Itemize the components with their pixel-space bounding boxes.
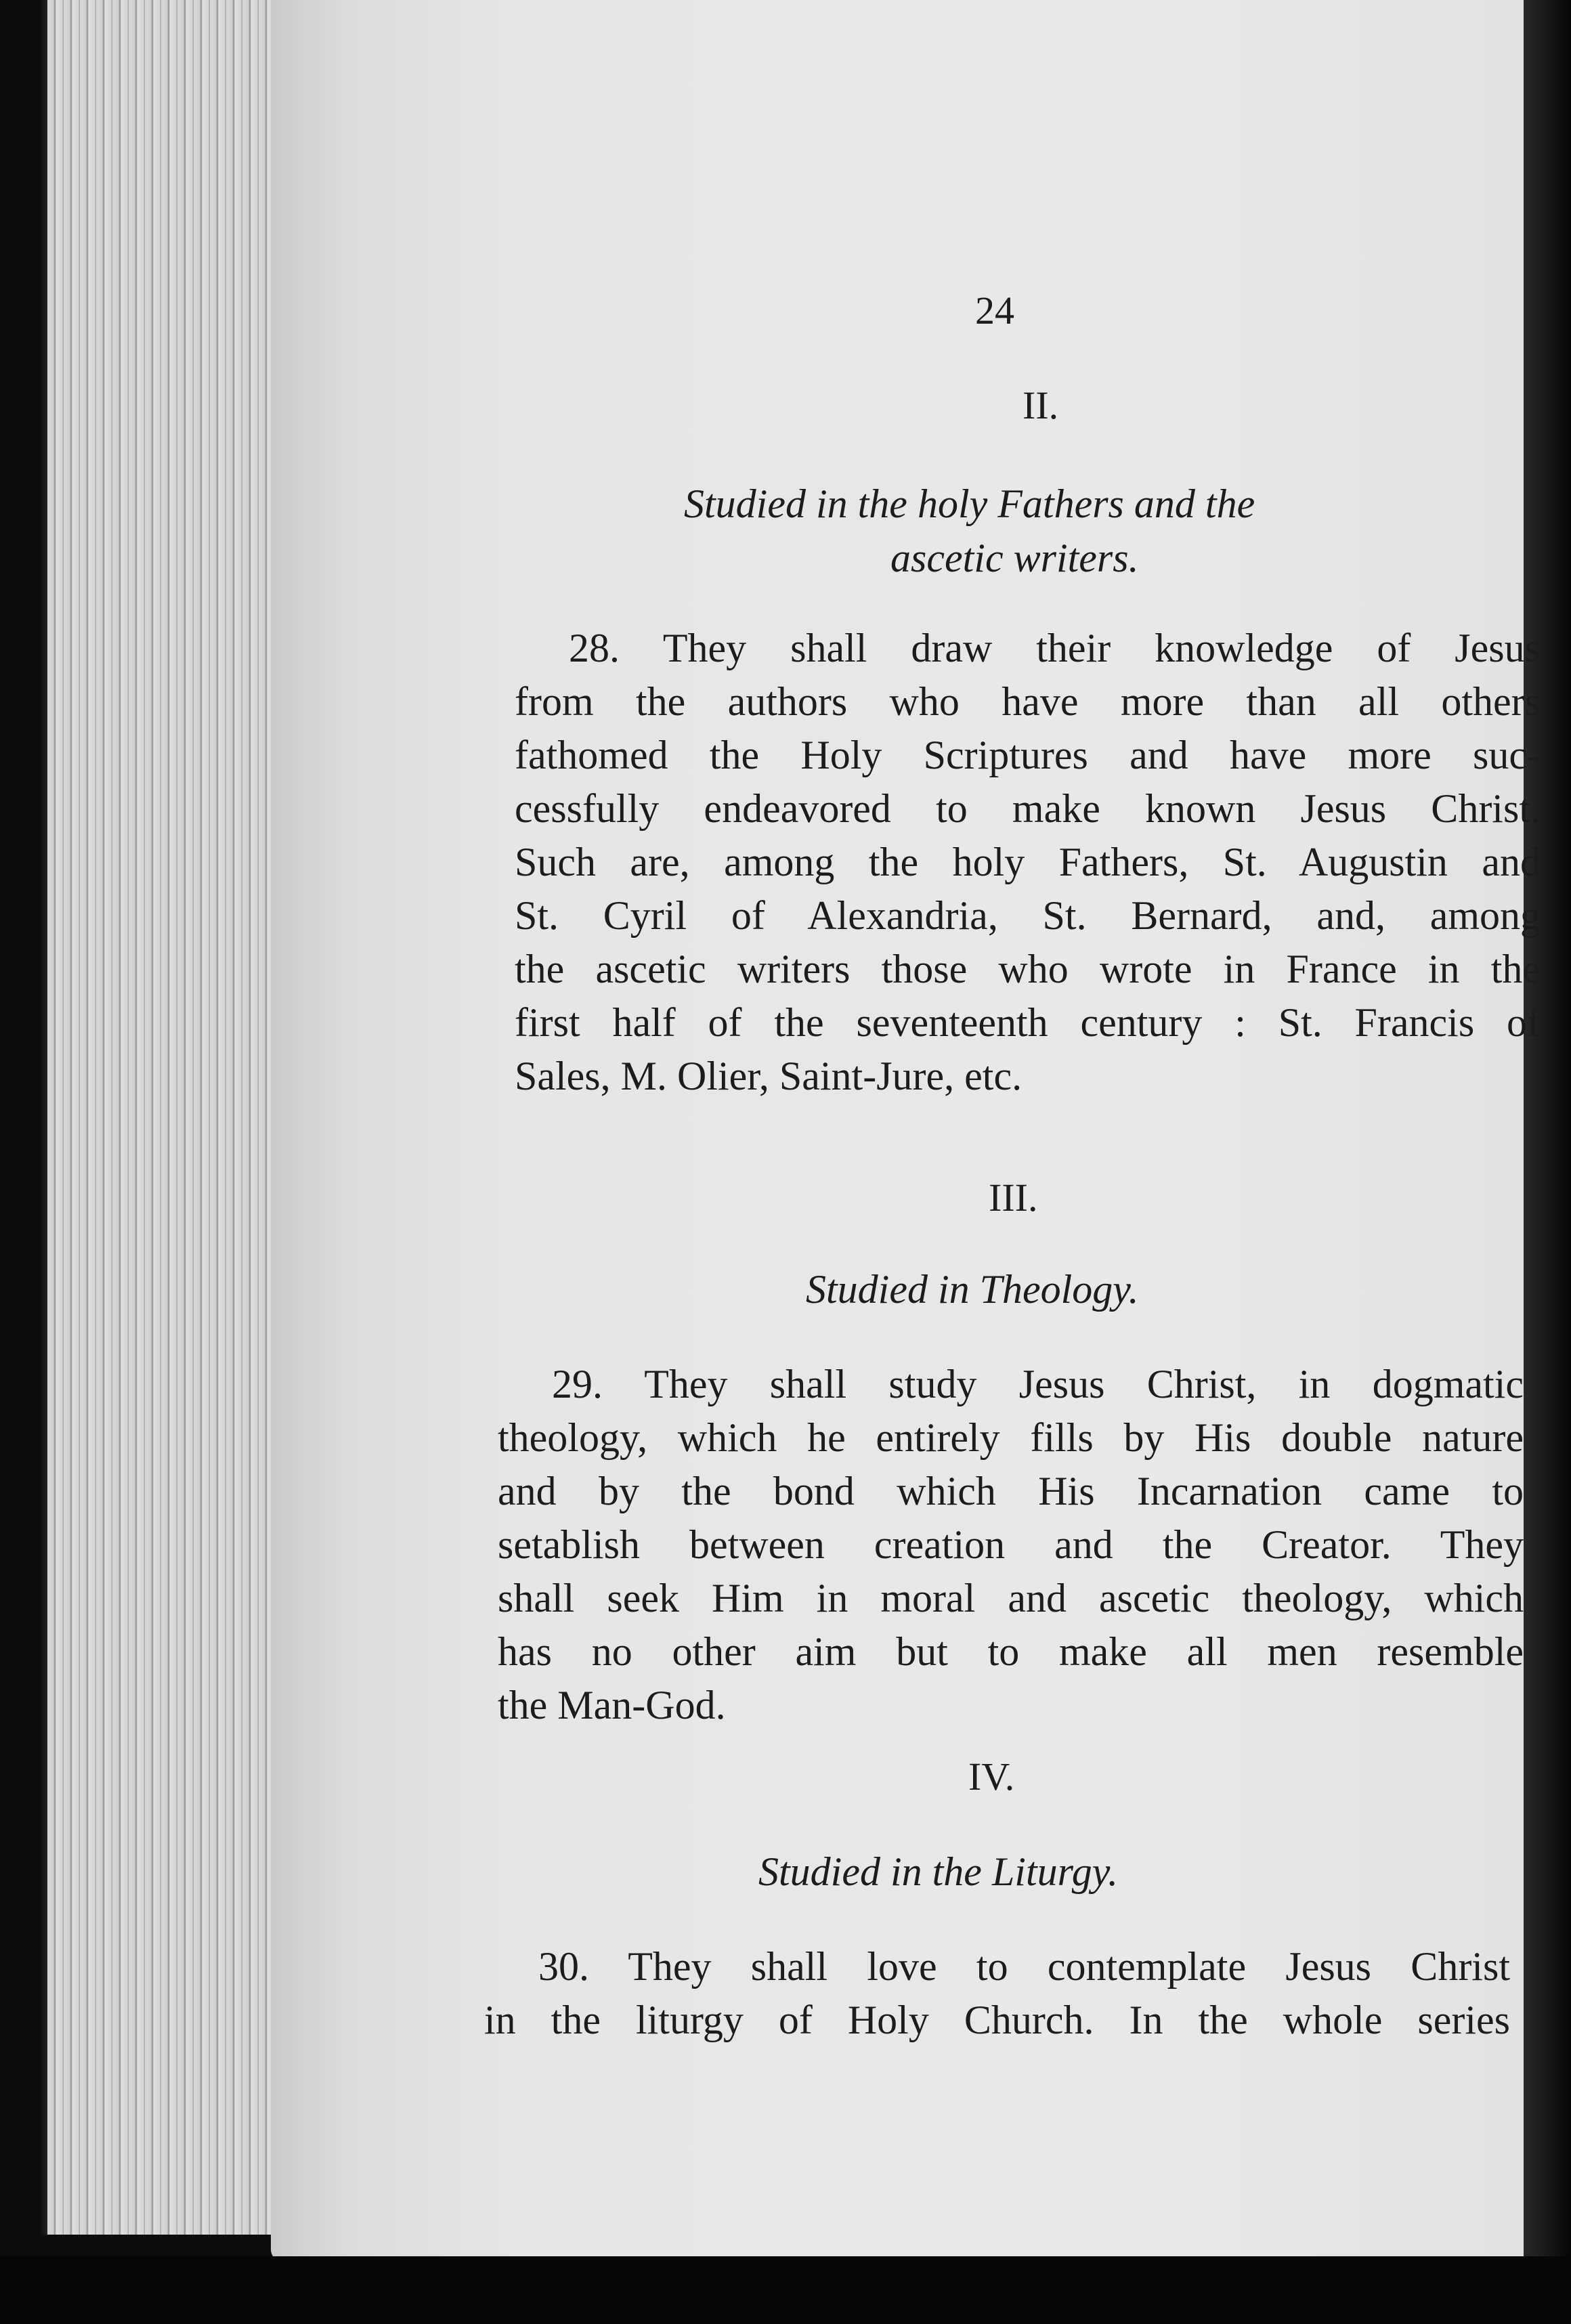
section-numeral-iv: IV. xyxy=(968,1755,1015,1799)
paragraph-line: first half of the seventeenth century : St. Francis of xyxy=(515,1000,1541,1045)
paragraph-line: from the authors who have more than all others xyxy=(515,679,1541,724)
paragraph-30 xyxy=(484,1940,1510,2047)
paragraph-line: 28. They shall draw their knowledge of Jesus xyxy=(569,626,1541,670)
paragraph-line: Sales, M. Olier, Saint-Jure, etc. xyxy=(515,1054,1023,1098)
section-heading-iv: Studied in the Liturgy. xyxy=(758,1849,1119,1894)
section-numeral-ii: II. xyxy=(1023,383,1059,427)
paragraph-line: has no other aim but to make all men resemble xyxy=(498,1629,1524,1674)
paragraph-line: 29. They shall study Jesus Christ, in dogmatic xyxy=(552,1362,1524,1406)
paragraph-28 xyxy=(515,622,1541,1103)
paragraph-line: cessfully endeavored to make known Jesus Christ. xyxy=(515,786,1541,831)
paragraph-29 xyxy=(498,1358,1524,1732)
bottom-background xyxy=(0,2256,1571,2324)
stacked-page-edges xyxy=(47,0,293,2235)
right-margin-shadow xyxy=(1524,0,1571,2324)
section-numeral-iii: III. xyxy=(989,1176,1038,1220)
paragraph-line: St. Cyril of Alexandria, St. Bernard, and, among xyxy=(515,893,1541,938)
section-heading-iii: Studied in Theology. xyxy=(806,1267,1139,1312)
paragraph-line: 30. They shall love to contemplate Jesus Christ xyxy=(538,1944,1510,1989)
section-heading-ii-line2: ascetic writers. xyxy=(890,536,1139,580)
section-heading-ii-line1: Studied in the holy Fathers and the xyxy=(684,481,1255,526)
book-page xyxy=(271,0,1524,2262)
paragraph-line: setablish between creation and the Creator. They xyxy=(498,1522,1524,1567)
paragraph-line: in the liturgy of Holy Church. In the whole series xyxy=(484,1998,1510,2042)
paragraph-line: and by the bond which His Incarnation came to xyxy=(498,1469,1524,1513)
paragraph-line: the Man-God. xyxy=(498,1683,726,1727)
paragraph-line: shall seek Him in moral and ascetic theology, which xyxy=(498,1576,1524,1620)
paragraph-line: Such are, among the holy Fathers, St. Augustin and xyxy=(515,840,1541,884)
paragraph-line: theology, which he entirely fills by His double nature xyxy=(498,1415,1524,1460)
paragraph-line: fathomed the Holy Scriptures and have more suc- xyxy=(515,733,1541,777)
page-number: 24 xyxy=(975,288,1014,332)
paragraph-line: the ascetic writers those who wrote in France in the xyxy=(515,947,1541,991)
